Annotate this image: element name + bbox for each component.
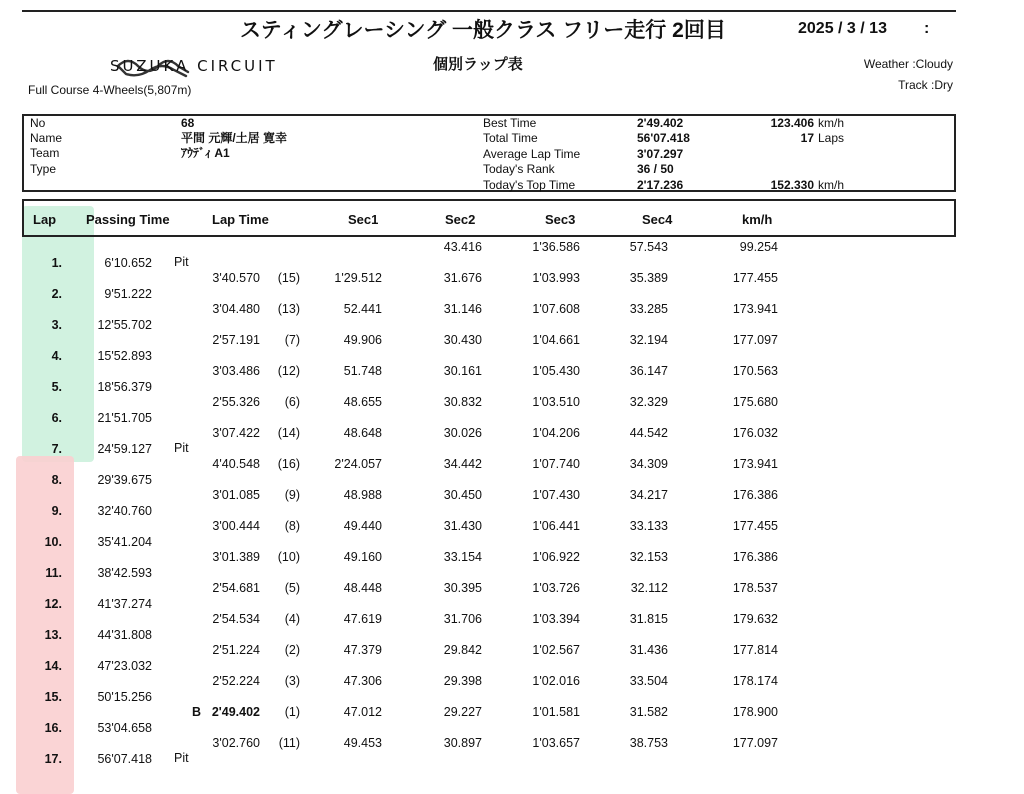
sec3-time: 1'03.657 (532, 736, 580, 750)
sec4-time: 36.147 (629, 364, 668, 378)
sec4-time: 31.815 (629, 612, 668, 626)
sec1-time: 49.906 (343, 333, 382, 347)
sec2-time: 29.227 (443, 705, 482, 719)
sec3-time: 1'03.993 (532, 271, 580, 285)
best-lap-marker: B (192, 705, 202, 719)
lap-rank: (5) (284, 581, 300, 595)
sec1-time: 49.440 (343, 519, 382, 533)
lap-time: 2'57.191 (212, 333, 260, 347)
car-number: 68 (181, 116, 195, 130)
sec2-time: 34.442 (443, 457, 482, 471)
lap-rank: (1) (284, 705, 300, 719)
sec3-time: 1'03.726 (532, 581, 580, 595)
speed-kmh: 176.386 (732, 550, 778, 564)
total-time-label: Total Time (483, 131, 538, 145)
top-speed-value: 152.330 (770, 178, 814, 192)
sec1-time: 48.655 (343, 395, 382, 409)
rank-label: Today's Rank (483, 162, 555, 176)
sec4-time: 32.329 (629, 395, 668, 409)
sec4-time: 34.309 (629, 457, 668, 471)
lap-rank: (13) (277, 302, 300, 316)
track-label: Track :Dry (898, 78, 953, 92)
sec3-time: 1'02.567 (532, 643, 580, 657)
passing-time: 9'51.222 (104, 287, 152, 301)
sec4-time: 44.542 (629, 426, 668, 440)
speed-kmh: 177.097 (732, 333, 778, 347)
sec1-time: 47.306 (343, 674, 382, 688)
sec2-time: 31.676 (443, 271, 482, 285)
passing-time: 6'10.652 (104, 256, 152, 270)
lap-rank: (6) (284, 395, 300, 409)
sec3-time: 1'04.206 (532, 426, 580, 440)
sec1-time: 47.619 (343, 612, 382, 626)
top-speed-unit: km/h (818, 178, 845, 192)
lap-time: 2'54.681 (212, 581, 260, 595)
sec2-time: 31.430 (443, 519, 482, 533)
sec2-time: 30.395 (443, 581, 482, 595)
lap-time: 3'03.486 (212, 364, 260, 378)
sec2-time: 33.154 (443, 550, 482, 564)
speed-kmh: 178.174 (732, 674, 778, 688)
lap-number: 10. (44, 535, 62, 549)
speed-kmh: 177.097 (732, 736, 778, 750)
speed-kmh: 177.455 (732, 271, 778, 285)
speed-kmh: 178.537 (732, 581, 778, 595)
sec4-time: 33.285 (629, 302, 668, 316)
col-sec4: Sec4 (642, 212, 673, 227)
lap-rank: (8) (284, 519, 300, 533)
lap-number: 17. (44, 752, 62, 766)
speed-kmh: 176.032 (732, 426, 778, 440)
lap-rank: (16) (277, 457, 300, 471)
sec1-time: 48.648 (343, 426, 382, 440)
passing-time: 50'15.256 (97, 690, 152, 704)
col-sec1: Sec1 (348, 212, 379, 227)
sec3-time: 1'05.430 (532, 364, 580, 378)
course-label: Full Course 4-Wheels(5,807m) (28, 83, 192, 97)
passing-time: 53'04.658 (97, 721, 152, 735)
time-separator: : (924, 20, 930, 37)
sec1-time: 49.160 (343, 550, 382, 564)
lap-number: 8. (51, 473, 62, 487)
sec1-time: 2'24.057 (334, 457, 382, 471)
team-name: ｱｳﾃﾞｨ A1 (181, 146, 230, 160)
sec4-time: 38.753 (629, 736, 668, 750)
passing-time: 35'41.204 (97, 535, 152, 549)
pit-marker: Pit (174, 441, 189, 455)
lap-number: 6. (51, 411, 62, 425)
lap-rank: (9) (284, 488, 300, 502)
sec2-time: 31.706 (443, 612, 482, 626)
sec4-time: 32.112 (630, 581, 668, 595)
lap-number: 12. (44, 597, 62, 611)
sec3-time: 1'01.581 (532, 705, 580, 719)
lap-time: 2'52.224 (212, 674, 260, 688)
lap-rank: (7) (284, 333, 300, 347)
sec3-time: 1'03.510 (532, 395, 580, 409)
passing-time: 47'23.032 (97, 659, 152, 673)
lap-number: 4. (51, 349, 62, 363)
lap-time: 3'00.444 (212, 519, 260, 533)
sec1-time: 47.379 (343, 643, 382, 657)
passing-time: 32'40.760 (97, 504, 152, 518)
lap-time: 3'40.570 (212, 271, 260, 285)
lap-time: 2'55.326 (212, 395, 260, 409)
pit-marker: Pit (174, 751, 189, 765)
sec2-time: 30.832 (443, 395, 482, 409)
sec2-time: 43.416 (443, 240, 482, 254)
avg-lap-label: Average Lap Time (483, 147, 581, 161)
speed-kmh: 177.455 (732, 519, 778, 533)
top-time-value: 2'17.236 (637, 178, 684, 192)
lap-number: 11. (45, 566, 62, 580)
speed-kmh: 177.814 (732, 643, 778, 657)
sec2-time: 30.161 (443, 364, 482, 378)
report-date: 2025 / 3 / 13 (798, 20, 887, 37)
passing-time: 44'31.808 (97, 628, 152, 642)
sec3-time: 1'36.586 (532, 240, 580, 254)
lap-number: 3. (51, 318, 62, 332)
lap-time: 3'01.085 (212, 488, 260, 502)
lap-number: 7. (51, 442, 62, 456)
laps-unit: Laps (818, 131, 845, 145)
speed-kmh: 173.941 (732, 457, 778, 471)
sec2-time: 29.842 (443, 643, 482, 657)
rank-value: 36 / 50 (637, 162, 674, 176)
passing-time: 12'55.702 (97, 318, 152, 332)
passing-time: 15'52.893 (97, 349, 152, 363)
sec4-time: 31.436 (629, 643, 668, 657)
lap-time: 3'02.760 (212, 736, 260, 750)
page-title: スティングレーシング 一般クラス フリー走行 2回目 (240, 19, 726, 42)
passing-time: 56'07.418 (97, 752, 152, 766)
lap-time: 2'51.224 (212, 643, 260, 657)
sec3-time: 1'06.441 (532, 519, 580, 533)
lap-rank: (15) (277, 271, 300, 285)
sec4-time: 32.194 (629, 333, 668, 347)
avg-lap-value: 3'07.297 (637, 147, 684, 161)
speed-kmh: 173.941 (732, 302, 778, 316)
lap-number: 16. (44, 721, 62, 735)
report-subtitle: 個別ラップ表 (433, 56, 523, 73)
speed-kmh: 178.900 (732, 705, 778, 719)
sec3-time: 1'02.016 (532, 674, 580, 688)
sec1-time: 49.453 (343, 736, 382, 750)
table-header (22, 199, 956, 237)
lap-rank: (11) (278, 736, 300, 750)
lap-rank: (3) (284, 674, 300, 688)
col-kmh: km/h (742, 212, 773, 227)
passing-time: 18'56.379 (97, 380, 152, 394)
total-time-value: 56'07.418 (637, 131, 690, 145)
sec1-time: 51.748 (343, 364, 382, 378)
sec4-time: 34.217 (629, 488, 668, 502)
passing-time: 21'51.705 (97, 411, 152, 425)
driver-names: 平間 元輝/土居 寛幸 (181, 131, 288, 145)
speed-kmh: 179.632 (732, 612, 778, 626)
sec3-time: 1'03.394 (532, 612, 580, 626)
sec1-time: 48.448 (343, 581, 382, 595)
sec1-time: 47.012 (343, 705, 382, 719)
passing-time: 29'39.675 (97, 473, 152, 487)
sec3-time: 1'06.922 (532, 550, 580, 564)
lap-number: 13. (44, 628, 62, 642)
no-label: No (30, 116, 46, 130)
lap-number: 2. (51, 287, 62, 301)
col-lap: Lap (33, 212, 57, 227)
top-time-label: Today's Top Time (483, 178, 576, 192)
logo-text: SUZUKA CIRCUIT (110, 57, 278, 75)
sec4-time: 33.133 (629, 519, 668, 533)
pit-marker: Pit (174, 255, 189, 269)
sec4-time: 57.543 (629, 240, 668, 254)
best-time-label: Best Time (483, 116, 537, 130)
col-sec3: Sec3 (545, 212, 576, 227)
lap-number: 14. (44, 659, 62, 673)
speed-kmh: 170.563 (732, 364, 778, 378)
sec1-time: 1'29.512 (334, 271, 382, 285)
lap-time: 4'40.548 (212, 457, 260, 471)
passing-time: 41'37.274 (97, 597, 152, 611)
lap-rank: (2) (284, 643, 300, 657)
passing-time: 24'59.127 (97, 442, 152, 456)
passing-time: 38'42.593 (97, 566, 152, 580)
sec4-time: 31.582 (629, 705, 668, 719)
sec1-time: 48.988 (343, 488, 382, 502)
sec3-time: 1'07.430 (532, 488, 580, 502)
top-rule (22, 10, 956, 12)
speed-kmh: 176.386 (732, 488, 778, 502)
col-lap-time: Lap Time (212, 212, 269, 227)
lap-rank: (12) (277, 364, 300, 378)
sec3-time: 1'07.608 (532, 302, 580, 316)
laps-count: 17 (800, 131, 814, 145)
sec3-time: 1'04.661 (532, 333, 580, 347)
weather-label: Weather :Cloudy (863, 57, 953, 71)
sec1-time: 52.441 (343, 302, 382, 316)
sec4-time: 33.504 (629, 674, 668, 688)
lap-time: 3'07.422 (212, 426, 260, 440)
lap-number: 15. (44, 690, 62, 704)
name-label: Name (30, 131, 63, 145)
sec2-time: 30.026 (443, 426, 482, 440)
lap-time: 3'01.389 (212, 550, 260, 564)
col-sec2: Sec2 (445, 212, 476, 227)
best-speed-unit: km/h (818, 116, 845, 130)
type-label: Type (30, 162, 57, 176)
lap-rank: (10) (277, 550, 300, 564)
lap-number: 1. (51, 256, 62, 270)
best-time-value: 2'49.402 (637, 116, 684, 130)
lap-number: 5. (51, 380, 62, 394)
speed-kmh: 99.254 (739, 240, 778, 254)
sec2-time: 30.450 (443, 488, 482, 502)
sec3-time: 1'07.740 (532, 457, 580, 471)
team-label: Team (30, 146, 60, 160)
lap-time: 2'49.402 (211, 705, 260, 719)
sec2-time: 31.146 (443, 302, 482, 316)
sec4-time: 32.153 (629, 550, 668, 564)
lap-time: 3'04.480 (212, 302, 260, 316)
sec4-time: 35.389 (629, 271, 668, 285)
sec2-time: 30.430 (443, 333, 482, 347)
lap-time: 2'54.534 (212, 612, 260, 626)
lap-rank: (14) (277, 426, 300, 440)
speed-kmh: 175.680 (732, 395, 778, 409)
col-passing-time: Passing Time (86, 212, 170, 227)
sec2-time: 30.897 (443, 736, 482, 750)
sec2-time: 29.398 (443, 674, 482, 688)
best-speed-value: 123.406 (770, 116, 814, 130)
lap-rank: (4) (284, 612, 300, 626)
lap-number: 9. (51, 504, 62, 518)
